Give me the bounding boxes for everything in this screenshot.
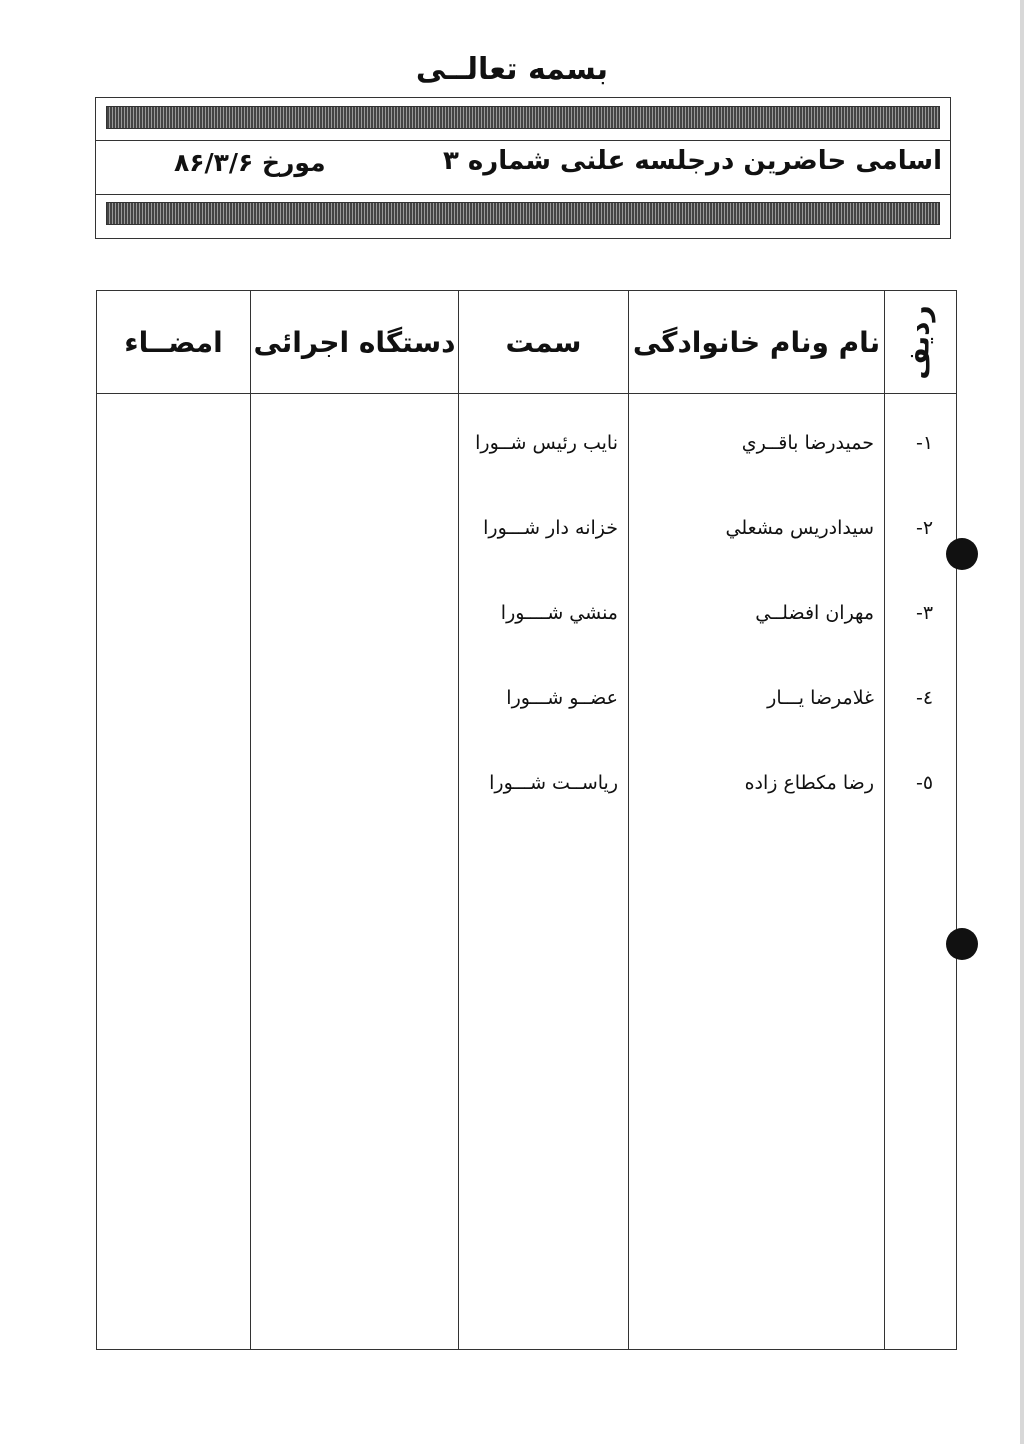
row-number: ٤- — [915, 687, 934, 709]
session-header-box — [95, 97, 951, 239]
attendee-name: مهران افضلــي — [755, 602, 874, 624]
name-column — [629, 394, 885, 1350]
divider — [96, 194, 950, 195]
decorative-hatch-bar-top — [106, 106, 940, 129]
row-number: ۲- — [915, 517, 934, 539]
attendee-position: نايب رئيس شــورا — [475, 432, 618, 454]
session-date: مورخ ۸۶/۳/۶ — [174, 148, 326, 177]
signature-column — [97, 394, 251, 1350]
punch-hole — [946, 538, 978, 570]
column-header-name: نام ونام خانوادگی — [629, 291, 885, 394]
attendee-name: رضا مكطاع زاده — [744, 772, 874, 794]
organization-column — [251, 394, 459, 1350]
table-body-row — [97, 394, 957, 1350]
document-heading: بسمه تعالــی — [415, 52, 609, 87]
decorative-hatch-bar-bottom — [106, 202, 940, 225]
row-number: ٥- — [915, 772, 934, 794]
attendee-position: عضــو شـــورا — [506, 687, 618, 709]
table-header-row — [97, 291, 957, 394]
column-header-organization: دستگاه اجرائی — [251, 291, 459, 394]
attendee-position: منشي شــــورا — [500, 602, 618, 624]
punch-hole — [946, 928, 978, 960]
attendee-position: خزانه دار شـــورا — [483, 517, 618, 539]
attendee-name: غلامرضا يـــار — [767, 687, 874, 709]
attendee-name: حميدرضا باقــري — [741, 432, 874, 454]
position-column — [459, 394, 629, 1350]
column-header-row-number: ردیف — [885, 291, 957, 394]
attendees-table — [96, 290, 957, 1350]
row-number: ۳- — [915, 602, 934, 624]
row-number-column — [885, 394, 957, 1350]
attendee-name: سيدادريس مشعلي — [725, 517, 874, 539]
page-edge — [1020, 0, 1024, 1444]
attendee-position: رياســت شـــورا — [489, 772, 618, 794]
row-number: ۱- — [915, 432, 934, 454]
divider — [96, 140, 950, 141]
column-header-position: سمت — [459, 291, 629, 394]
column-header-signature: امضــاء — [97, 291, 251, 394]
session-title: اسامی حاضرین درجلسه علنی شماره ۳ — [443, 146, 942, 176]
